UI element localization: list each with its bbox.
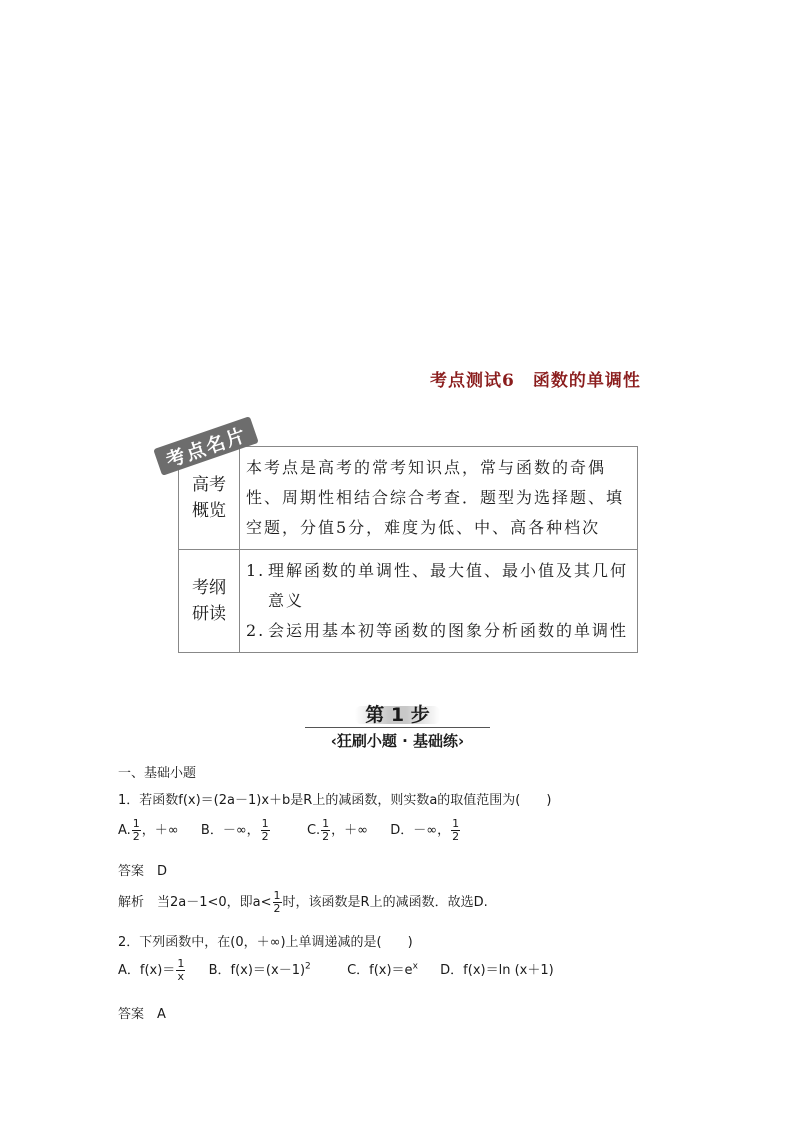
- topic-card-stamp: 考点名片: [153, 416, 259, 476]
- table-row: [179, 550, 638, 653]
- step-title: 第 1 步: [365, 704, 430, 726]
- page-title: 考点测试6 函数的单调性: [430, 371, 641, 391]
- row-header-line: 研读: [192, 604, 226, 624]
- row-header-line: 考纲: [192, 578, 226, 598]
- fraction: $\frac{1}{2}$: [452, 817, 460, 843]
- question-2-stem: 2．下列函数中，在(0，＋∞)上单调递减的是( ): [118, 935, 413, 950]
- question-1-explanation: 解析 当2a－1<0，即a< $\frac{1}{2}$ 时，该函数是R上的减函数．故选D.: [118, 889, 488, 915]
- fraction: $\frac{1}{2}$: [132, 817, 140, 843]
- fraction: $\frac{1}{2}$: [261, 817, 269, 843]
- step-divider: [305, 727, 490, 728]
- fraction: $\frac{1}{x}$: [177, 957, 185, 983]
- fraction: $\frac{1}{2}$: [322, 817, 330, 843]
- syllabus-list: [240, 550, 638, 653]
- list-item: 2. 会运用基本初等函数的图象分析函数的单调性: [246, 621, 629, 640]
- question-2-answer: 答案 A: [118, 1007, 166, 1022]
- overview-text: 本考点是高考的常考知识点，常与函数的奇偶性、周期性相结合综合考查．题型为选择题、填空题，分值5分，难度为低、中、高各种档次: [240, 447, 638, 550]
- row-header-line: 概览: [192, 501, 226, 521]
- question-1-answer: 答案 D: [118, 864, 168, 879]
- step-subtitle: ‹狂刷小题 · 基础练›: [330, 732, 465, 750]
- step-banner: [305, 700, 490, 756]
- row-header: [179, 550, 240, 653]
- section-heading: 一、基础小题: [118, 766, 197, 781]
- fraction: $\frac{1}{2}$: [273, 889, 281, 915]
- table-row: [179, 447, 638, 550]
- question-1-options: A. $\frac{1}{2}$ ，＋∞ B．－∞， $\frac{1}{2}$ C. $\frac{1}{2}$ ，＋∞ D．－∞， $\frac{1}{2}$: [118, 817, 460, 843]
- question-2-options: A．f(x)＝ $\frac{1}{x}$ B．$f(x)=(x-1)^2$ C．$f(x)=e^x$ D．f(x)＝ln (x＋1): [118, 957, 554, 983]
- overview-table: [178, 446, 638, 653]
- row-header-line: 高考: [192, 475, 226, 495]
- question-1-stem: 1．若函数f(x)＝(2a－1)x＋b是R上的减函数，则实数a的取值范围为( ): [118, 793, 552, 808]
- list-item: 1. 理解函数的单调性、最大值、最小值及其几何意义: [246, 561, 629, 610]
